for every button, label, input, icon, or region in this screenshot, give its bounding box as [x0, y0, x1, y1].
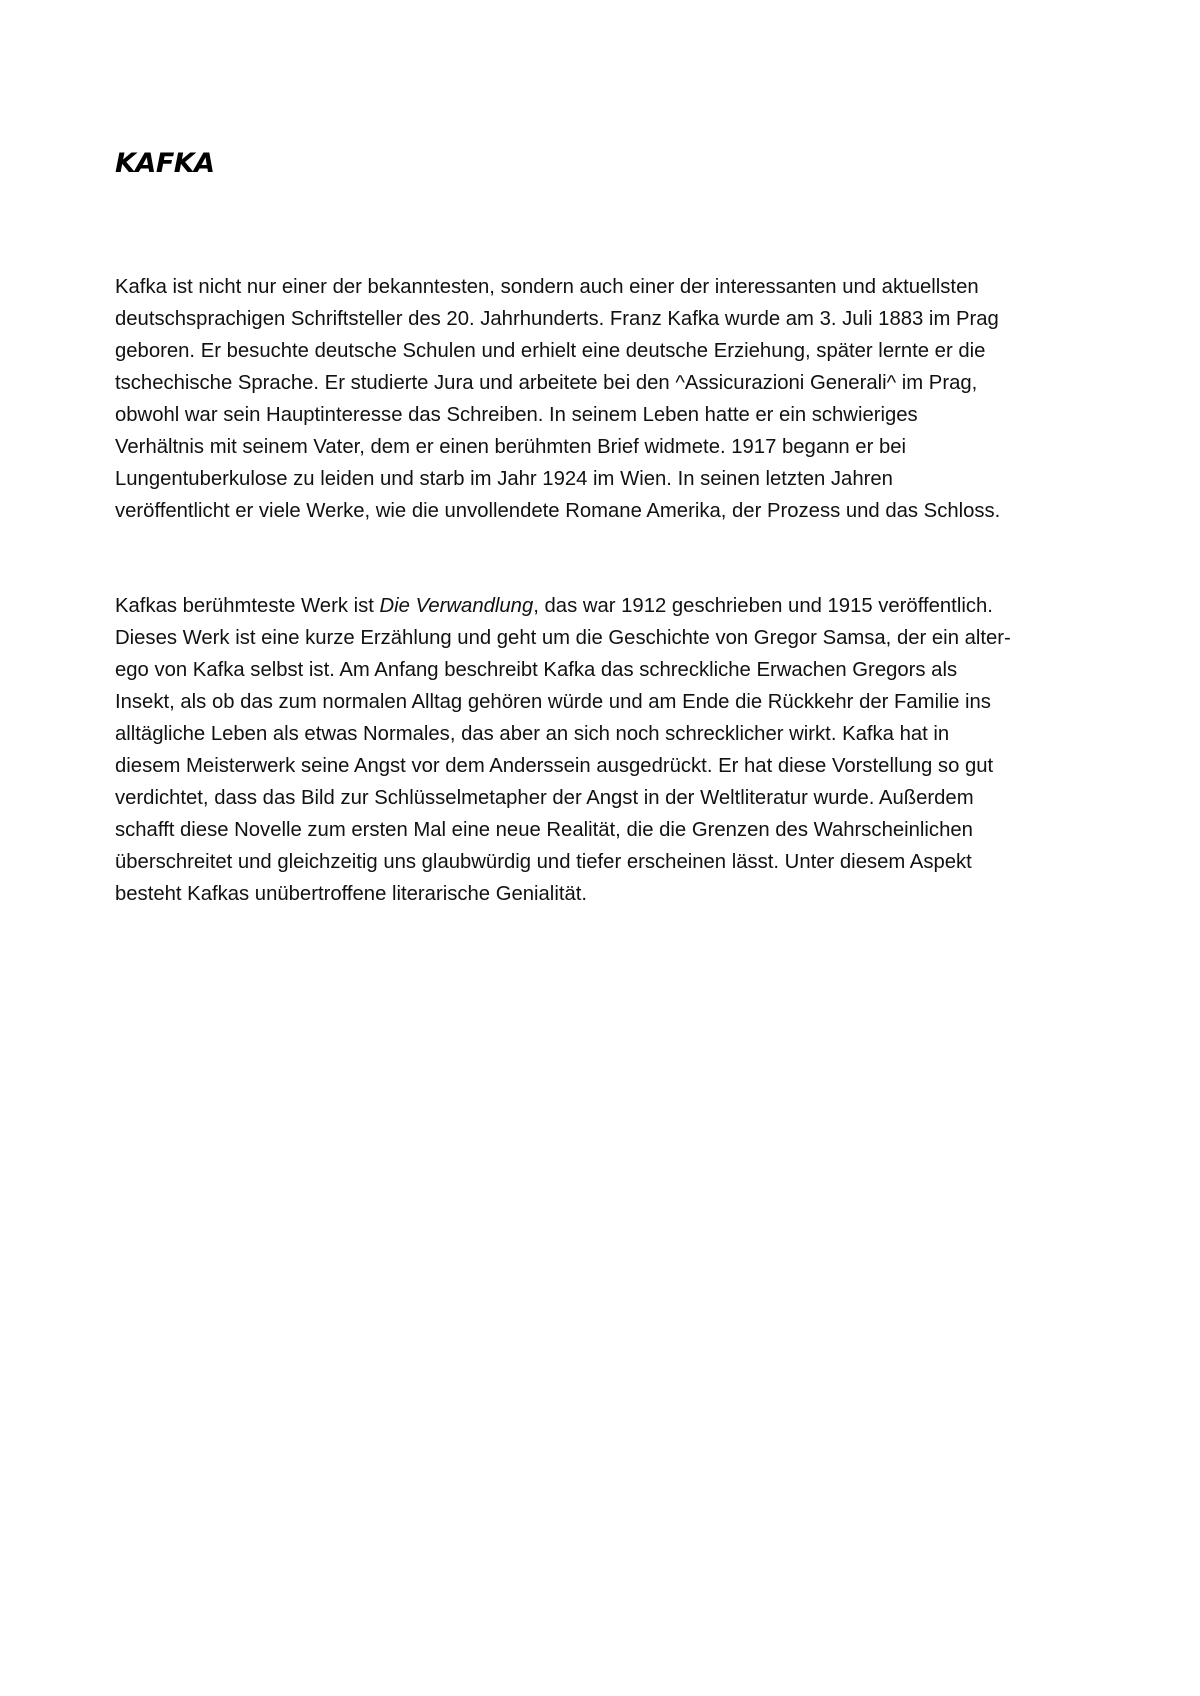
- paragraph-line: [115, 590, 1095, 622]
- paragraph-line: überschreitet und gleichzeitig uns glaubwürdig und tiefer erscheinen lässt. Unter diesem Aspekt: [115, 851, 972, 873]
- paragraph-line: verdichtet, dass das Bild zur Schlüsselmetapher der Angst in der Weltliteratur wurde. Außerdem: [115, 787, 974, 809]
- verwandlung-paragraph: [115, 590, 1095, 910]
- paragraph-line: Dieses Werk ist eine kurze Erzählung und geht um die Geschichte von Gregor Samsa, der ein alter-: [115, 627, 1011, 649]
- paragraph-line: veröffentlicht er viele Werke, wie die unvollendete Romane Amerika, der Prozess und das Schloss.: [115, 500, 1001, 522]
- line-text-after-title: , das war 1912 geschrieben und 1915 veröffentlich.: [533, 595, 993, 617]
- biography-paragraph: [115, 271, 1095, 527]
- paragraph-line: geboren. Er besuchte deutsche Schulen und erhielt eine deutsche Erziehung, später lernte er die: [115, 340, 986, 362]
- paragraph-line: Lungentuberkulose zu leiden und starb im Jahr 1924 im Wien. In seinen letzten Jahren: [115, 468, 893, 490]
- paragraph-line: deutschsprachigen Schriftsteller des 20. Jahrhunderts. Franz Kafka wurde am 3. Juli 1883 im Prag: [115, 308, 999, 330]
- work-title: Die Verwandlung: [379, 595, 534, 617]
- paragraph-line: Verhältnis mit seinem Vater, dem er einen berühmten Brief widmete. 1917 begann er bei: [115, 436, 907, 458]
- line-text-before-title: Kafkas berühmteste Werk ist: [115, 595, 380, 617]
- paragraph-line: schafft diese Novelle zum ersten Mal eine neue Realität, die die Grenzen des Wahrscheinlichen: [115, 819, 973, 841]
- paragraph-line: obwohl war sein Hauptinteresse das Schreiben. In seinem Leben hatte er ein schwieriges: [115, 404, 918, 426]
- paragraph-line: ego von Kafka selbst ist. Am Anfang beschreibt Kafka das schreckliche Erwachen Gregors als: [115, 659, 958, 681]
- paragraph-line: Insekt, als ob das zum normalen Alltag gehören würde und am Ende die Rückkehr der Familie ins: [115, 691, 991, 713]
- paragraph-line: alltägliche Leben als etwas Normales, das aber an sich noch schrecklicher wirkt. Kafka hat in: [115, 723, 950, 745]
- paragraph-line: besteht Kafkas unübertroffene literarische Genialität.: [115, 883, 588, 905]
- paragraph-line: tschechische Sprache. Er studierte Jura und arbeitete bei den ^Assicurazioni Generali^ im Prag,: [115, 372, 978, 394]
- paragraph-line: diesem Meisterwerk seine Angst vor dem Anderssein ausgedrückt. Er hat diese Vorstellung so gut: [115, 755, 994, 777]
- document-title: KAFKA: [115, 148, 215, 179]
- paragraph-line: Kafka ist nicht nur einer der bekanntesten, sondern auch einer der interessanten und aktuellsten: [115, 276, 979, 298]
